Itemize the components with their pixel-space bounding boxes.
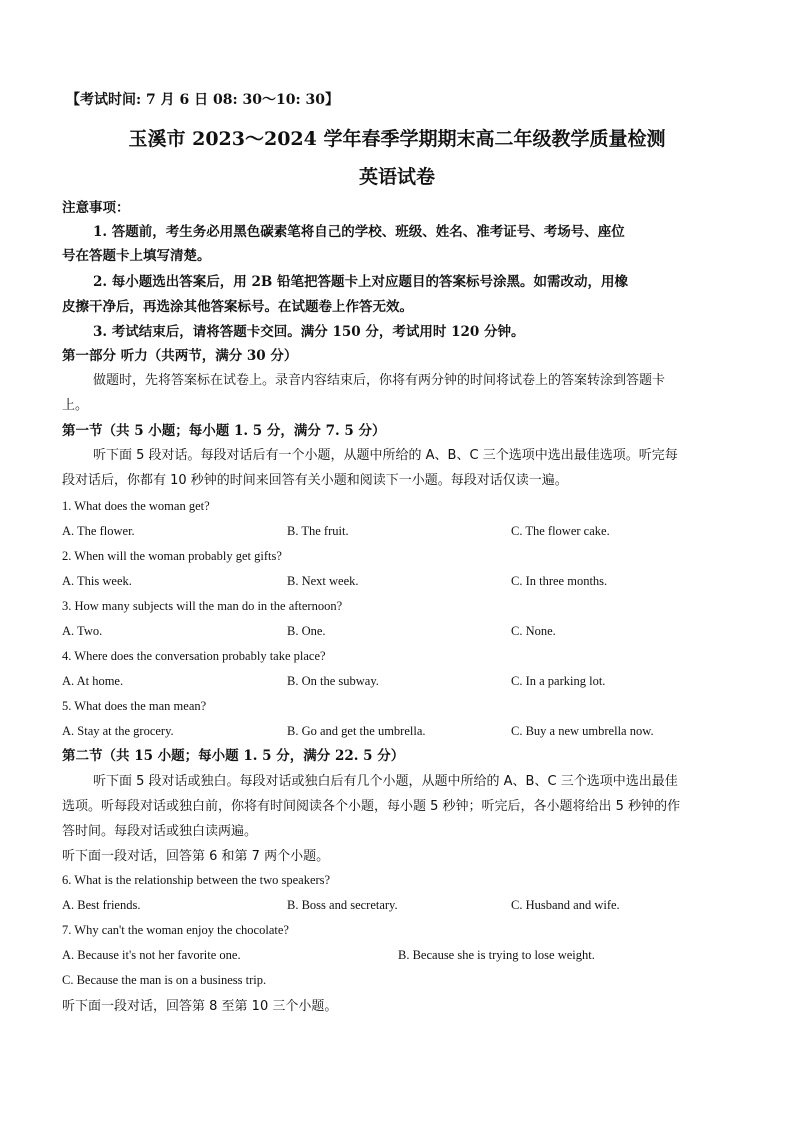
question-3-option-c: C. None. [511,624,556,638]
question-5-option-a: A. Stay at the grocery. [62,724,174,738]
section2-intro-line-2: 选项。听每段对话或独白前，你将有时间阅读各个小题，每小题 5 秒钟；听完后，各小题将给出 5 秒钟的作 [62,799,681,814]
section2-intro-line-1: 听下面 5 段对话或独白。每段对话或独白后有几个小题，从题中所给的 A、B、C 三个选项中选出最佳 [93,774,678,789]
part1-heading: 第一部分 听力（共两节，满分 30 分） [62,348,298,364]
part1-intro-line-2: 上。 [62,398,89,413]
question-3-option-a: A. Two. [62,624,103,638]
question-6-option-c: C. Husband and wife. [511,898,620,912]
notes-heading: 注意事项： [62,200,130,216]
question-3: 3. How many subjects will the man do in the afternoon? [62,599,343,613]
question-6: 6. What is the relationship between the two speakers? [62,873,331,887]
section1-intro-line-1: 听下面 5 段对话。每段对话后有一个小题，从题中所给的 A、B、C 三个选项中选出最佳选项。听完每 [93,448,678,463]
question-1: 1. What does the woman get? [62,499,210,513]
question-5: 5. What does the man mean? [62,699,207,713]
question-2-option-c: C. In three months. [511,574,608,588]
question-5-option-b: B. Go and get the umbrella. [287,724,426,738]
question-1-option-b: B. The fruit. [287,524,349,538]
question-7: 7. Why can't the woman enjoy the chocolate? [62,923,289,937]
question-5-option-c: C. Buy a new umbrella now. [511,724,654,738]
exam-subtitle: 英语试卷 [358,166,435,188]
question-1-option-a: A. The flower. [62,524,135,538]
question-6-option-a: A. Best friends. [62,898,141,912]
exam-time: 【考试时间: 7 月 6 日 08: 30～10: 30】 [66,92,340,108]
note-2-line-1: 2. 每小题选出答案后，用 2B 铅笔把答题卡上对应题目的答案标号涂黑。如需改动，用橡 [93,274,628,290]
section1-intro-line-2: 段对话后，你都有 10 秒钟的时间来回答有关小题和阅读下一小题。每段对话仅读一遍。 [62,473,568,488]
note-2-line-2: 皮擦干净后，再选涂其他答案标号。在试题卷上作答无效。 [62,299,413,315]
part1-intro-line-1: 做题时，先将答案标在试卷上。录音内容结束后，你将有两分钟的时间将试卷上的答案转涂到答题卡 [93,373,666,388]
question-4-option-a: A. At home. [62,674,124,688]
note-1-line-1: 1. 答题前，考生务必用黑色碳素笔将自己的学校、班级、姓名、准考证号、考场号、座位 [93,224,625,240]
question-7-option-c: C. Because the man is on a business trip. [62,973,267,987]
question-2-option-a: A. This week. [62,574,132,588]
question-1-option-c: C. The flower cake. [511,524,610,538]
group-2-instruction: 听下面一段对话，回答第 8 至第 10 三个小题。 [62,999,338,1014]
question-4: 4. Where does the conversation probably take place? [62,649,326,663]
section2-heading: 第二节（共 15 小题；每小题 1. 5 分，满分 22. 5 分） [62,748,405,764]
section2-intro-line-3: 答时间。每段对话或独白读两遍。 [62,824,258,839]
question-4-option-b: B. On the subway. [287,674,379,688]
exam-title: 玉溪市 2023～2024 学年春季学期期末高二年级教学质量检测 [128,128,666,150]
question-7-option-a: A. Because it's not her favorite one. [62,948,241,962]
section1-heading: 第一节（共 5 小题；每小题 1. 5 分，满分 7. 5 分） [62,423,386,439]
question-6-option-b: B. Boss and secretary. [287,898,398,912]
question-3-option-b: B. One. [287,624,326,638]
question-7-option-b: B. Because she is trying to lose weight. [398,948,595,962]
note-1-line-2: 号在答题卡上填写清楚。 [62,248,211,264]
question-4-option-c: C. In a parking lot. [511,674,606,688]
group-1-instruction: 听下面一段对话，回答第 6 和第 7 两个小题。 [62,849,330,864]
note-3: 3. 考试结束后，请将答题卡交回。满分 150 分，考试用时 120 分钟。 [93,324,525,340]
question-2-option-b: B. Next week. [287,574,359,588]
question-2: 2. When will the woman probably get gifts? [62,549,282,563]
